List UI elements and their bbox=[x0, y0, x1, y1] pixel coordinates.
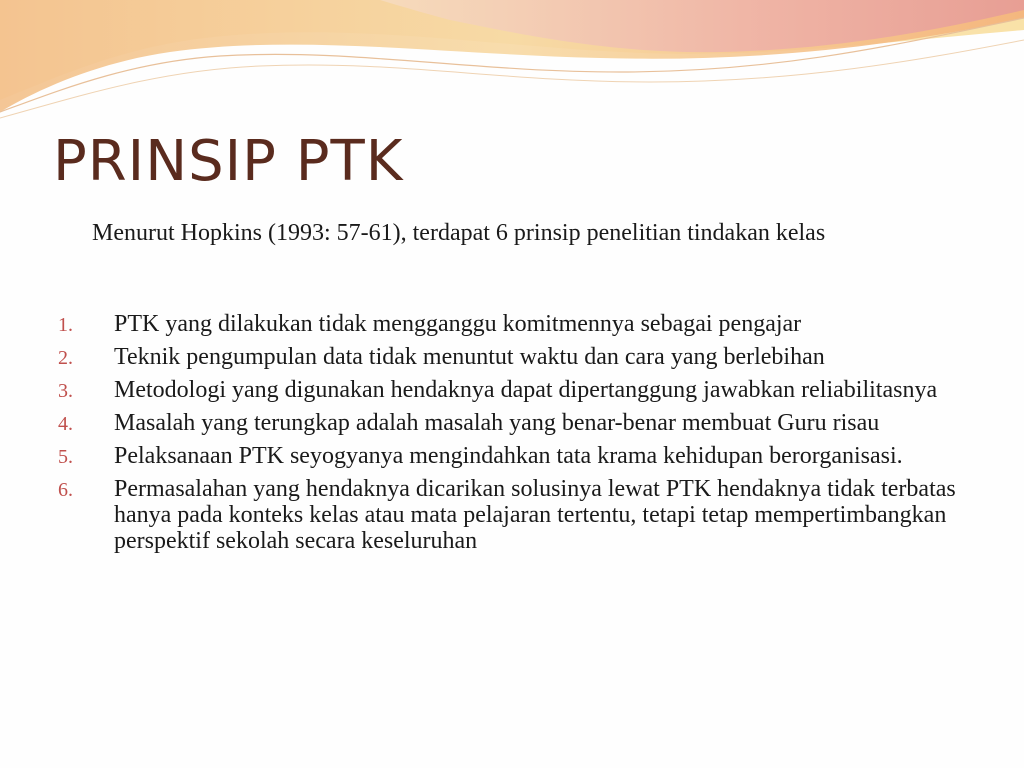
list-number: 1. bbox=[58, 314, 73, 336]
list-item bbox=[58, 443, 978, 470]
list-number: 3. bbox=[58, 380, 73, 402]
list-item bbox=[58, 344, 978, 371]
list-item bbox=[58, 410, 978, 437]
list-number: 2. bbox=[58, 347, 73, 369]
slide-title: PRINSIP PTK bbox=[53, 129, 404, 194]
list-item bbox=[58, 311, 978, 338]
list-number: 6. bbox=[58, 479, 73, 501]
list-text: Permasalahan yang hendaknya dicarikan solusinya lewat PTK hendaknya tidak terbatas hanya pada konteks kelas atau mata pelajaran tertentu, tetapi tetap mempertimbangkan perspektif sekolah secara keseluruhan bbox=[114, 476, 956, 554]
list-item bbox=[58, 377, 978, 404]
list-text: Metodologi yang digunakan hendaknya dapat dipertanggung jawabkan reliabilitasnya bbox=[114, 377, 938, 403]
list-number: 5. bbox=[58, 446, 73, 468]
principles-list bbox=[58, 311, 978, 560]
list-text: Masalah yang terungkap adalah masalah yang benar-benar membuat Guru risau bbox=[114, 410, 880, 436]
list-number: 4. bbox=[58, 413, 73, 435]
decorative-wave-banner bbox=[0, 0, 1024, 130]
intro-text: Menurut Hopkins (1993: 57-61), terdapat 6 prinsip penelitian tindakan kelas bbox=[92, 220, 826, 246]
list-text: Pelaksanaan PTK seyogyanya mengindahkan tata krama kehidupan berorganisasi. bbox=[114, 443, 903, 469]
list-item bbox=[58, 476, 978, 554]
list-text: PTK yang dilakukan tidak mengganggu komitmennya sebagai pengajar bbox=[114, 311, 802, 337]
list-text: Teknik pengumpulan data tidak menuntut waktu dan cara yang berlebihan bbox=[114, 344, 825, 370]
